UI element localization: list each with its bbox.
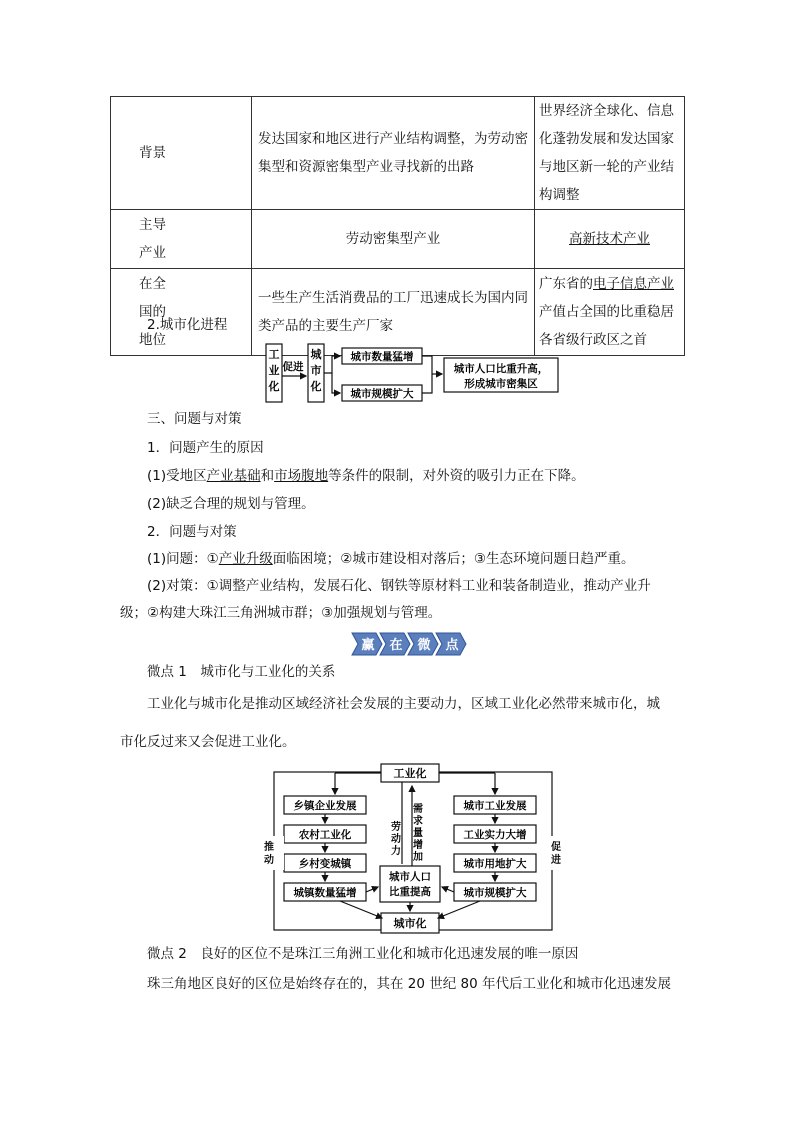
urbanization-char: 化	[310, 380, 322, 393]
table-cell: 发达国家和地区进行产业结构调整，为劳动密集型和资源密集型产业寻找新的出路	[252, 97, 535, 210]
urbanization-char: 城	[310, 348, 322, 361]
paragraph: (1)问题：①产业升级面临困境；②城市建设相对落后；③生态环境问题日趋严重。	[147, 551, 635, 567]
labor-char: 动	[391, 834, 401, 845]
demand-char: 增	[413, 840, 423, 851]
row-label: 主导 产业	[111, 210, 252, 269]
paragraph: (1)受地区产业基础和市场腹地等条件的限制，对外资的吸引力正在下降。	[147, 468, 585, 484]
industrialization-label: 工业化	[393, 767, 427, 780]
table-cell: 世界经济全球化、信息化蓬勃发展和发达国家与地区新一轮的产业结构调整	[535, 97, 685, 210]
table-row	[111, 97, 685, 210]
right-box-label: 工业实力大增	[463, 829, 527, 841]
result-line: 形成城市密集区	[464, 378, 538, 390]
arrow	[332, 373, 340, 393]
promote-char: 进	[551, 855, 561, 866]
left-box-label: 城镇数量猛增	[293, 887, 357, 899]
banner-char: 微	[417, 638, 431, 653]
result-line: 城市人口比重升高，	[453, 363, 549, 375]
section-banner	[350, 631, 470, 657]
push-char: 推	[264, 842, 274, 853]
city-scale-label: 城市规模扩大	[350, 388, 414, 400]
row-label: 在全 国的 地位	[111, 269, 252, 356]
paragraph: (2)缺乏合理的规划与管理。	[147, 496, 315, 512]
point-title: 微点 2 良好的区位不是珠江三角洲工业化和城市化迅速发展的唯一原因	[147, 946, 579, 962]
center-label: 比重提高	[389, 886, 431, 898]
right-box-label: 城市工业发展	[463, 800, 527, 812]
banner-char: 赢	[361, 638, 375, 653]
demand-char: 加	[413, 852, 423, 863]
paragraph: 级；②构建大珠江三角洲城市群；③加强规划与管理。	[120, 605, 442, 621]
paragraph: 珠三角地区良好的区位是始终存在的，其在 20 世纪 80 年代后工业化和城市化迅速发展	[147, 976, 672, 992]
labor-char: 力	[391, 846, 401, 857]
arrow	[324, 356, 340, 373]
subsection-title: 2．问题与对策	[147, 524, 237, 540]
industrialization-urbanization-diagram	[250, 762, 580, 942]
promote-label: 促进	[282, 361, 304, 373]
urbanization-char: 市	[310, 364, 322, 377]
demand-char: 量	[413, 828, 423, 839]
paragraph: (2)对策：①调整产业结构，发展石化、钢铁等原材料工业和装备制造业，推动产业升	[147, 578, 651, 594]
point-title: 微点 1 城市化与工业化的关系	[147, 664, 336, 680]
right-box-label: 城市用地扩大	[463, 858, 527, 870]
promote-char: 促	[551, 842, 561, 853]
table-cell: 劳动密集型产业	[252, 210, 535, 269]
center-label: 城市人口	[389, 871, 431, 883]
push-char: 动	[264, 855, 274, 866]
urbanization-process-diagram	[262, 340, 562, 406]
left-box-label: 农村工业化	[298, 829, 352, 841]
demand-char: 需	[413, 804, 423, 815]
industrialization-char: 化	[268, 380, 280, 393]
paragraph: 工业化与城市化是推动区域经济社会发展的主要动力，区域工业化必然带来城市化，城	[147, 696, 660, 712]
right-box-label: 城市规模扩大	[463, 887, 527, 899]
section-title: 2.城市化进程	[147, 317, 228, 333]
demand-char: 求	[413, 816, 423, 827]
labor-char: 劳	[391, 822, 401, 833]
city-count-label: 城市数量猛增	[350, 351, 414, 363]
section-title: 三、问题与对策	[147, 411, 242, 427]
row-label: 背景	[111, 97, 252, 210]
industrialization-char: 工	[268, 348, 280, 361]
table-cell: 广东省的电子信息产业产值占全国的比重稳居各省级行政区之首	[535, 269, 685, 356]
banner-char: 在	[389, 638, 403, 653]
table-cell: 高新技术产业	[535, 210, 685, 269]
left-box-label: 乡镇企业发展	[293, 800, 357, 812]
table-cell: 一些生产生活消费品的工厂迅速成长为国内同类产品的主要生产厂家	[252, 269, 535, 356]
subsection-title: 1．问题产生的原因	[147, 440, 264, 456]
industrialization-char: 业	[268, 364, 280, 377]
paragraph: 市化反过来又会促进工业化。	[120, 734, 296, 750]
urbanization-label: 城市化	[393, 917, 427, 930]
banner-char: 点	[445, 638, 459, 653]
connector	[422, 356, 432, 393]
left-box-label: 乡村变城镇	[298, 858, 352, 870]
table-row	[111, 210, 685, 269]
